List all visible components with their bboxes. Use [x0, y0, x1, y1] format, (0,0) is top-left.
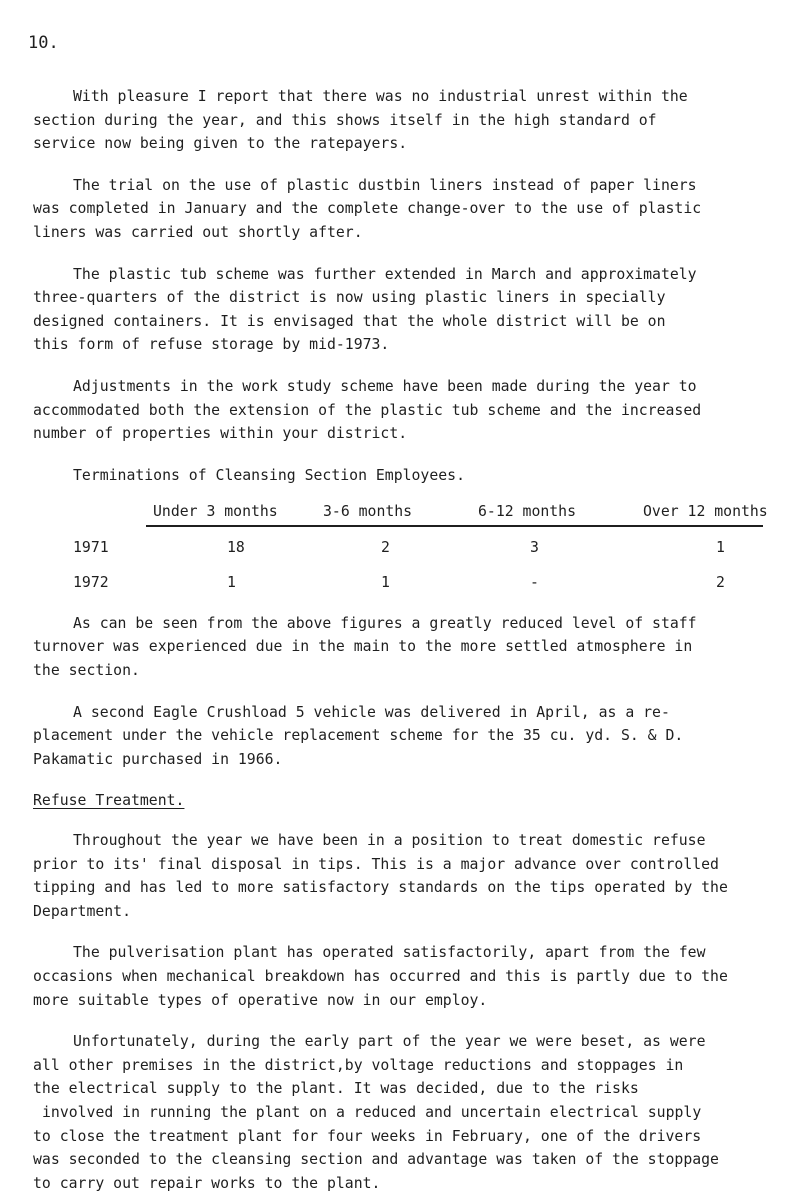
refuse-paragraph-3-line-2: all other premises in the district,by voltage reductions and stoppages in [33, 1056, 684, 1074]
table-cell: - [530, 573, 539, 591]
refuse-paragraph-3-line-3: the electrical supply to the plant. It was decided, due to the risks [33, 1080, 639, 1098]
paragraph-2-line-3: liners was carried out shortly after. [33, 224, 363, 241]
paragraph-2-line-1: The trial on the use of plastic dustbin liners instead of paper liners [73, 176, 697, 194]
paragraph-3-line-4: this form of refuse storage by mid-1973. [33, 336, 390, 354]
table-cell: 2 [381, 538, 390, 556]
after-table-paragraph-1-line-2: turnover was experienced due in the main to the more settled atmosphere in [33, 638, 693, 656]
paragraph-3-line-3: designed containers. It is envisaged that the whole district will be on [33, 312, 666, 330]
table-caption: Terminations of Cleansing Section Employees. [73, 466, 465, 484]
table-header-6-12: 6-12 months [478, 502, 576, 520]
paragraph-4-line-2: accommodated both the extension of the plastic tub scheme and the increased [33, 401, 702, 419]
paragraph-3-line-2: three-quarters of the district is now using plastic liners in specially [33, 289, 666, 307]
section-heading: Refuse Treatment. [33, 792, 185, 810]
table-header-over-12: Over 12 months [643, 502, 768, 520]
after-table-paragraph-1-line-1: As can be seen from the above figures a greatly reduced level of staff [73, 614, 697, 632]
paragraph-1-line-3: service now being given to the ratepayers. [33, 135, 408, 153]
table-header-under-3: Under 3 months [153, 502, 278, 520]
table-header-3-6: 3-6 months [323, 502, 413, 520]
table-cell: 1 [227, 573, 236, 591]
refuse-paragraph-3-line-1: Unfortunately, during the early part of the year we were beset, as were [73, 1033, 706, 1051]
table-row-year: 1972 [73, 573, 109, 591]
table-cell: 1 [716, 538, 725, 556]
after-table-paragraph-2-line-1: A second Eagle Crushload 5 vehicle was delivered in April, as a re- [73, 703, 670, 721]
table-cell: 3 [530, 538, 539, 556]
table-cell: 18 [227, 538, 245, 556]
refuse-paragraph-1-line-1: Throughout the year we have been in a position to treat domestic refuse [73, 832, 706, 849]
refuse-paragraph-2-line-2: occasions when mechanical breakdown has occurred and this is partly due to the [33, 968, 728, 985]
page-number: 10. [28, 33, 59, 53]
paragraph-4-line-3: number of properties within your district. [33, 425, 408, 443]
table-row-year: 1971 [73, 538, 109, 556]
refuse-paragraph-2-line-1: The pulverisation plant has operated satisfactorily, apart from the few [73, 944, 706, 962]
table-cell: 2 [716, 573, 725, 591]
refuse-paragraph-3-line-4: involved in running the plant on a reduced and uncertain electrical supply [42, 1104, 702, 1121]
after-table-paragraph-1-line-3: the section. [33, 662, 140, 679]
paragraph-1-line-2: section during the year, and this shows itself in the high standard of [33, 111, 657, 129]
after-table-paragraph-2-line-2: placement under the vehicle replacement scheme for the 35 cu. yd. S. & D. [33, 727, 684, 745]
paragraph-2-line-2: was completed in January and the complete change-over to the use of plastic [33, 200, 702, 218]
refuse-paragraph-3-line-7: to carry out repair works to the plant. [33, 1174, 381, 1192]
refuse-paragraph-1-line-4: Department. [33, 902, 131, 920]
refuse-paragraph-1-line-2: prior to its' final disposal in tips. This is a major advance over controlled [33, 855, 719, 873]
after-table-paragraph-2-line-3: Pakamatic purchased in 1966. [33, 750, 283, 768]
table-cell: 1 [381, 573, 390, 591]
paragraph-1-line-1: With pleasure I report that there was no industrial unrest within the [73, 88, 688, 105]
refuse-paragraph-2-line-3: more suitable types of operative now in our employ. [33, 991, 488, 1009]
refuse-paragraph-1-line-3: tipping and has led to more satisfactory standards on the tips operated by the [33, 879, 728, 897]
refuse-paragraph-3-line-5: to close the treatment plant for four weeks in February, one of the drivers [33, 1127, 702, 1145]
paragraph-3-line-1: The plastic tub scheme was further extended in March and approximately [73, 265, 697, 283]
paragraph-4-line-1: Adjustments in the work study scheme have been made during the year to [73, 378, 697, 395]
table-header-rule [146, 525, 763, 527]
refuse-paragraph-3-line-6: was seconded to the cleansing section and advantage was taken of the stoppage [33, 1151, 719, 1169]
